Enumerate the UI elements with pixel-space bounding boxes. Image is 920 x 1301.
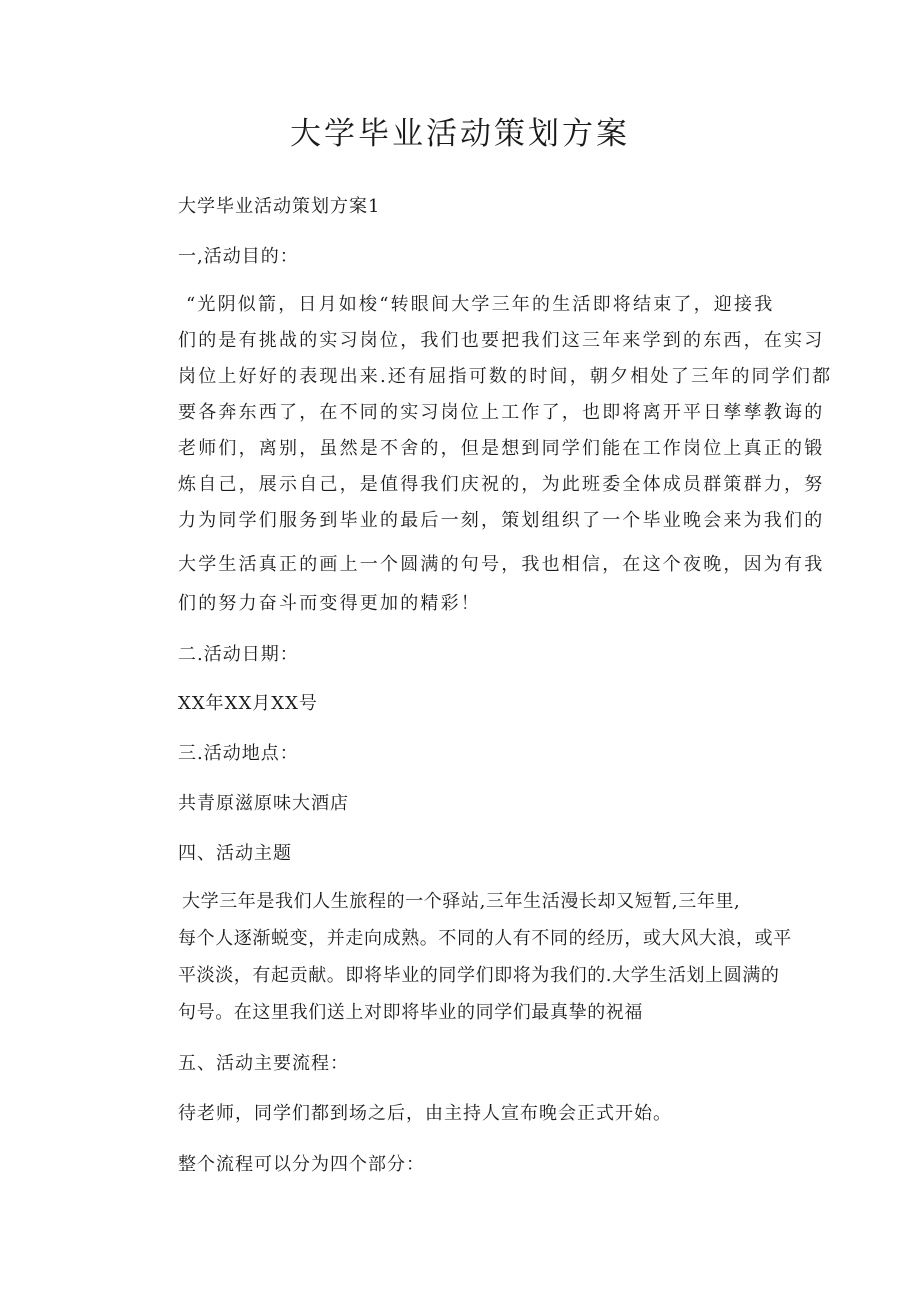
paragraph-line: 要各奔东西了，在不同的实习岗位上工作了，也即将离开平日孳孳教诲的 <box>178 402 825 423</box>
paragraph-line: 平淡淡，有起贡献。即将毕业的同学们即将为我们的.大学生活划上圆满的 <box>178 965 780 986</box>
paragraph-line: 力为同学们服务到毕业的最后一刻，策划组织了一个毕业晚会来为我们的 <box>178 510 825 531</box>
plan-subtitle: 大学毕业活动策划方案1 <box>178 196 381 217</box>
document-title: 大学毕业活动策划方案 <box>290 116 630 152</box>
section-3-heading: 三.活动地点： <box>178 743 299 764</box>
paragraph-line: 待老师，同学们都到场之后，由主持人宣布晚会正式开始。 <box>178 1103 672 1124</box>
event-location: 共青原滋原味大酒店 <box>178 793 349 814</box>
paragraph-line: 大学三年是我们人生旅程的一个驿站,三年生活漫长却又短暂,三年里, <box>182 891 741 912</box>
section-2-heading: 二.活动日期： <box>178 644 299 665</box>
paragraph-line: 整个流程可以分为四个部分： <box>178 1154 425 1175</box>
paragraph-line: 大学生活真正的画上一个圆满的句号，我也相信，在这个夜晚，因为有我 <box>178 554 825 575</box>
paragraph-line: 句号。在这里我们送上对即将毕业的同学们最真挚的祝福 <box>178 1002 643 1023</box>
section-5-heading: 五、活动主要流程： <box>178 1053 349 1074</box>
paragraph-line: 岗位上好好的表现出来.还有屈指可数的时间，朝夕相处了三年的同学们都 <box>178 366 833 387</box>
paragraph-line: “光阴似箭，日月如梭“转眼间大学三年的生活即将结束了，迎接我 <box>186 294 775 315</box>
section-4-heading: 四、活动主题 <box>178 843 292 864</box>
event-date: XX年XX月XX号 <box>178 693 318 714</box>
section-1-heading: 一,活动目的： <box>178 246 299 267</box>
paragraph-line: 们的努力奋斗而变得更加的精彩！ <box>178 593 481 614</box>
paragraph-line: 炼自己，展示自己，是值得我们庆祝的，为此班委全体成员群策群力，努 <box>178 474 825 495</box>
paragraph-line: 们的是有挑战的实习岗位，我们也要把我们这三年来学到的东西，在实习 <box>178 330 825 351</box>
paragraph-line: 每个人逐渐蜕变，并走向成熟。不同的人有不同的经历，或大风大浪，或平 <box>178 928 792 949</box>
paragraph-line: 老师们，离别，虽然是不舍的，但是想到同学们能在工作岗位上真正的锻 <box>178 438 825 459</box>
